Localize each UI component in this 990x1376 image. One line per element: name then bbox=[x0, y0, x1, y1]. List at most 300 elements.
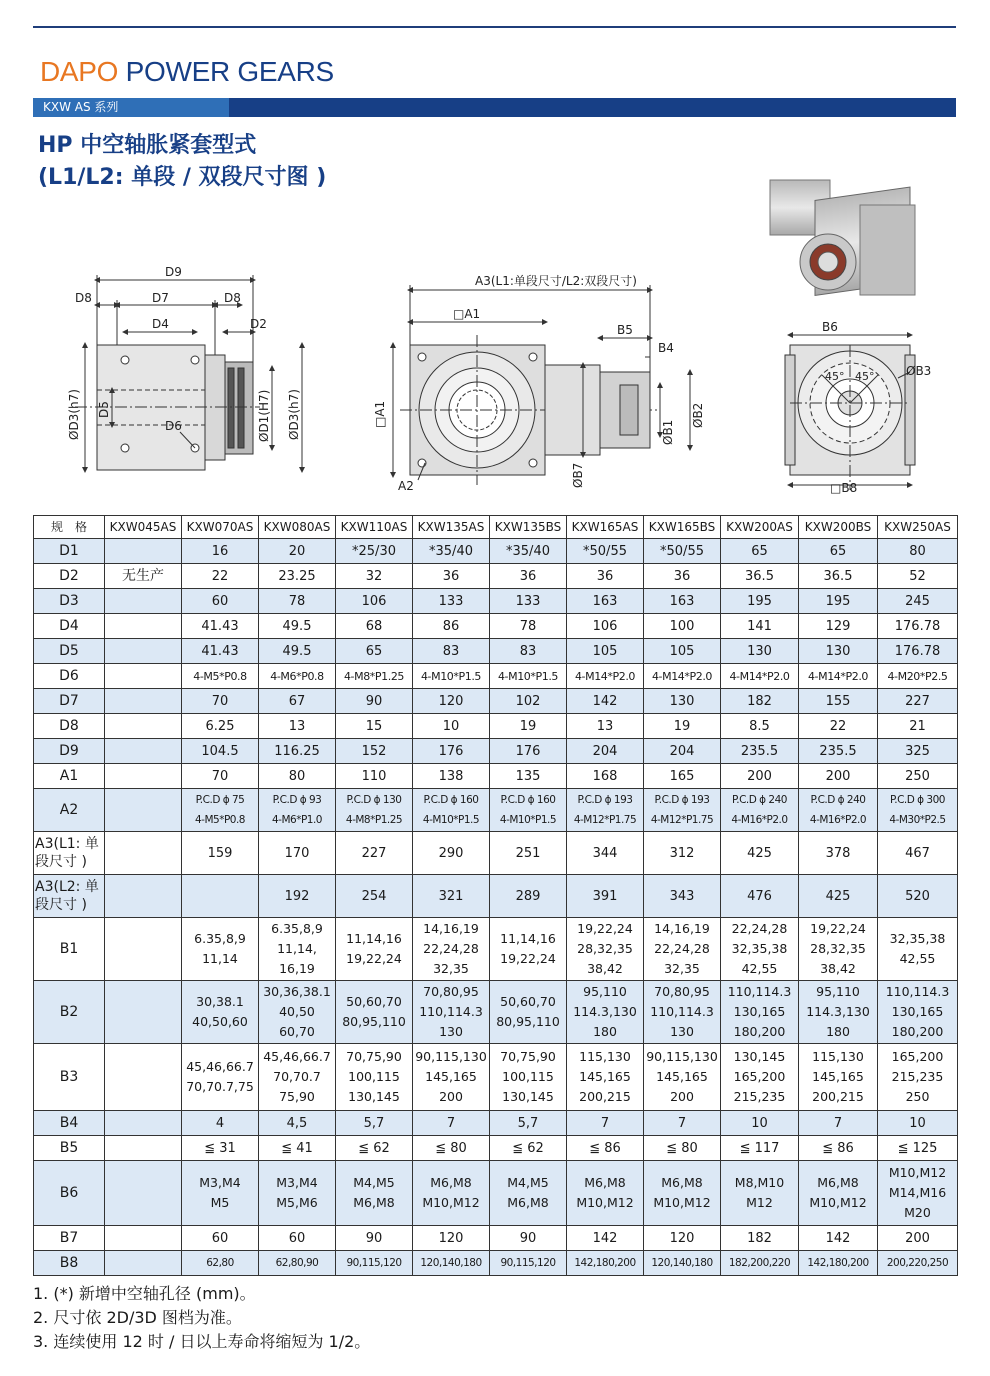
table-cell: 4-M5*P0.8 bbox=[182, 664, 259, 689]
cell-line: 11,14,16 bbox=[346, 931, 402, 946]
table-row bbox=[34, 714, 958, 739]
cell-line: 115,130 bbox=[812, 1049, 864, 1064]
label-d9: D9 bbox=[165, 265, 182, 279]
cell-line: M10,M12 bbox=[422, 1195, 480, 1210]
table-cell: 343 bbox=[644, 875, 721, 918]
table-cell: 159 bbox=[182, 832, 259, 875]
table-cell: 90,115,120 bbox=[336, 1251, 413, 1276]
row-label: D4 bbox=[34, 614, 105, 639]
table-cell: 8.5 bbox=[721, 714, 799, 739]
table-cell: 290 bbox=[413, 832, 490, 875]
cell-line: M10,M12 bbox=[576, 1195, 634, 1210]
table-cell bbox=[413, 789, 490, 832]
table-cell bbox=[259, 918, 336, 981]
dimension-drawings bbox=[0, 170, 990, 510]
table-cell bbox=[799, 981, 878, 1044]
table-cell: ≦ 31 bbox=[182, 1136, 259, 1161]
cell-line: 110,114.3 bbox=[650, 1004, 714, 1019]
table-cell: 204 bbox=[644, 739, 721, 764]
cell-line: 180 bbox=[826, 1024, 850, 1039]
label-d6: D6 bbox=[165, 419, 182, 433]
cell-line: 70,70.7 bbox=[273, 1069, 321, 1084]
cell-line: 130 bbox=[670, 1024, 694, 1039]
cell-line: 145,165 bbox=[579, 1069, 631, 1084]
table-cell: 6.25 bbox=[182, 714, 259, 739]
cell-line: P.C.D ϕ 160 bbox=[500, 794, 556, 806]
table-cell: 106 bbox=[567, 614, 644, 639]
cell-line: M12 bbox=[746, 1195, 773, 1210]
table-cell: 4-M14*P2.0 bbox=[644, 664, 721, 689]
cell-line: 14,16,19 bbox=[423, 921, 479, 936]
cell-line: 200,215 bbox=[579, 1089, 631, 1104]
cell-line: 130,145 bbox=[502, 1089, 554, 1104]
cell-line: 115,130 bbox=[579, 1049, 631, 1064]
label-a2: A2 bbox=[398, 479, 414, 493]
table-cell bbox=[799, 918, 878, 981]
table-cell: 251 bbox=[490, 832, 567, 875]
table-cell: 4-M6*P0.8 bbox=[259, 664, 336, 689]
cell-line: 215,235 bbox=[733, 1089, 786, 1104]
header-cell: KXW165AS bbox=[567, 516, 644, 539]
table-cell: *50/55 bbox=[567, 539, 644, 564]
table-cell: 106 bbox=[336, 589, 413, 614]
table-cell: 129 bbox=[799, 614, 878, 639]
cell-line: P.C.D ϕ 300 bbox=[890, 794, 945, 806]
page-title: HP 中空轴胀紧套型式 bbox=[38, 133, 257, 158]
table-cell: 32 bbox=[336, 564, 413, 589]
table-cell: 130 bbox=[644, 689, 721, 714]
row-label-line: A3(L1: 单 bbox=[35, 836, 99, 852]
table-cell: 235.5 bbox=[721, 739, 799, 764]
cell-line: 114.3,130 bbox=[806, 1004, 870, 1019]
cell-line: 75,90 bbox=[279, 1089, 315, 1104]
table-cell: 391 bbox=[567, 875, 644, 918]
label-b8: □B8 bbox=[830, 481, 858, 495]
table-cell: 7 bbox=[567, 1111, 644, 1136]
row-label: D2 bbox=[34, 564, 105, 589]
table-cell bbox=[490, 981, 567, 1044]
table-cell: 10 bbox=[878, 1111, 958, 1136]
table-cell: 36.5 bbox=[721, 564, 799, 589]
table-cell: 41.43 bbox=[182, 639, 259, 664]
cell-line: 165,200 bbox=[891, 1049, 944, 1064]
cell-line: 50,60,70 bbox=[346, 994, 402, 1009]
table-row bbox=[34, 918, 958, 981]
table-cell: 235.5 bbox=[799, 739, 878, 764]
header-cell: KXW135AS bbox=[413, 516, 490, 539]
cell-line: 4-M16*P2.0 bbox=[809, 814, 867, 826]
table-cell: 60 bbox=[182, 1226, 259, 1251]
cell-line: 4-M16*P2.0 bbox=[731, 814, 788, 826]
cell-line: 70,70.7,75 bbox=[186, 1079, 254, 1094]
cell-line: 30,36,38.1 bbox=[263, 984, 331, 999]
table-cell bbox=[336, 1161, 413, 1226]
cell-line: 80,95,110 bbox=[342, 1014, 406, 1029]
table-cell: 22 bbox=[799, 714, 878, 739]
table-cell: 21 bbox=[878, 714, 958, 739]
table-cell: 195 bbox=[799, 589, 878, 614]
table-cell: 312 bbox=[644, 832, 721, 875]
cell-line: M3,M4 bbox=[199, 1175, 241, 1190]
cell-line: M5 bbox=[210, 1195, 230, 1210]
table-row bbox=[34, 875, 958, 918]
label-b6: B6 bbox=[822, 320, 838, 334]
cell-line: P.C.D ϕ 193 bbox=[654, 794, 710, 806]
table-cell bbox=[182, 1161, 259, 1226]
cell-line: M10,M12 bbox=[888, 1165, 947, 1180]
brand-logo bbox=[40, 56, 334, 88]
cell-line: M6,M8 bbox=[430, 1175, 472, 1190]
row-label: B4 bbox=[34, 1111, 105, 1136]
cell-line: 6.35,8,9 bbox=[271, 921, 323, 936]
cell-line: 50,60,70 bbox=[500, 994, 556, 1009]
table-cell: 20 bbox=[259, 539, 336, 564]
cell-line: P.C.D ϕ 160 bbox=[423, 794, 479, 806]
cell-line: 100,115 bbox=[502, 1069, 554, 1084]
table-cell: 250 bbox=[878, 764, 958, 789]
table-cell: 321 bbox=[413, 875, 490, 918]
table-cell: 4-M8*P1.25 bbox=[336, 664, 413, 689]
table-cell: ≦ 62 bbox=[336, 1136, 413, 1161]
header-cell: 规 格 bbox=[34, 516, 105, 539]
cell-line: M4,M5 bbox=[507, 1175, 549, 1190]
table-cell bbox=[644, 1044, 721, 1111]
kxw045-cell bbox=[105, 639, 182, 664]
kxw045-cell bbox=[105, 1044, 182, 1111]
table-cell: 60 bbox=[182, 589, 259, 614]
table-cell: 65 bbox=[799, 539, 878, 564]
kxw045-cell bbox=[105, 589, 182, 614]
cell-line: 38,42 bbox=[587, 961, 623, 976]
table-cell bbox=[490, 1161, 567, 1226]
table-cell: 141 bbox=[721, 614, 799, 639]
table-cell: 70 bbox=[182, 764, 259, 789]
kxw045-cell bbox=[105, 1136, 182, 1161]
label-d5: D5 bbox=[97, 401, 111, 418]
footnote-item: 1. (*) 新增中空轴孔径 (mm)。 bbox=[33, 1284, 256, 1303]
table-cell: ≦ 80 bbox=[644, 1136, 721, 1161]
table-cell: *25/30 bbox=[336, 539, 413, 564]
row-label-line: A3(L2: 单 bbox=[35, 879, 99, 895]
row-label bbox=[34, 875, 105, 918]
row-label-line: 段尺寸 ) bbox=[35, 897, 87, 913]
table-row bbox=[34, 832, 958, 875]
table-cell: 120 bbox=[644, 1226, 721, 1251]
page-subtitle: (L1/L2: 单段 / 双段尺寸图 ) bbox=[38, 165, 327, 190]
table-cell bbox=[721, 918, 799, 981]
table-cell: 142 bbox=[799, 1226, 878, 1251]
cell-line: P.C.D ϕ 75 bbox=[195, 794, 245, 806]
table-cell bbox=[567, 981, 644, 1044]
kxw045-cell bbox=[105, 875, 182, 918]
table-cell: ≦ 86 bbox=[799, 1136, 878, 1161]
label-a3: A3(L1:单段尺寸/L2:双段尺寸) bbox=[475, 274, 637, 288]
cell-line: M3,M4 bbox=[276, 1175, 318, 1190]
table-cell bbox=[413, 981, 490, 1044]
table-cell: 4-M10*P1.5 bbox=[413, 664, 490, 689]
table-row bbox=[34, 589, 958, 614]
table-cell: 105 bbox=[567, 639, 644, 664]
kxw045-cell bbox=[105, 1251, 182, 1276]
table-cell: 70 bbox=[182, 689, 259, 714]
cell-line: M6,M8 bbox=[584, 1175, 626, 1190]
label-b2: ØB2 bbox=[691, 402, 705, 428]
table-cell bbox=[259, 981, 336, 1044]
footnote-item: 3. 连续使用 12 时 / 日以上寿命将缩短为 1/2。 bbox=[33, 1332, 371, 1351]
cell-line: 70,75,90 bbox=[500, 1049, 556, 1064]
table-cell: ≦ 41 bbox=[259, 1136, 336, 1161]
cell-line: 145,165 bbox=[656, 1069, 708, 1084]
table-cell: 65 bbox=[721, 539, 799, 564]
cell-line: 14,16,19 bbox=[654, 921, 710, 936]
table-cell: 289 bbox=[490, 875, 567, 918]
cell-line: 11,14 bbox=[202, 951, 238, 966]
cell-line: 250 bbox=[905, 1089, 930, 1104]
table-cell: 83 bbox=[490, 639, 567, 664]
table-cell: 52 bbox=[878, 564, 958, 589]
cell-line: 180,200 bbox=[733, 1024, 786, 1039]
table-cell: 13 bbox=[259, 714, 336, 739]
table-row bbox=[34, 1161, 958, 1226]
table-row bbox=[34, 1111, 958, 1136]
table-cell: 130 bbox=[799, 639, 878, 664]
table-cell: 120 bbox=[413, 689, 490, 714]
table-cell: 176 bbox=[413, 739, 490, 764]
table-row bbox=[34, 664, 958, 689]
table-cell: 62,80,90 bbox=[259, 1251, 336, 1276]
table-cell: 7 bbox=[644, 1111, 721, 1136]
cell-line: 16,19 bbox=[279, 961, 315, 976]
kxw045-cell bbox=[105, 739, 182, 764]
cell-line: M8,M10 bbox=[734, 1175, 785, 1190]
cell-line: 180 bbox=[593, 1024, 617, 1039]
cell-line: 40,50,60 bbox=[192, 1014, 248, 1029]
table-cell: 152 bbox=[336, 739, 413, 764]
table-cell: 19 bbox=[644, 714, 721, 739]
cell-line: 42,55 bbox=[899, 951, 936, 966]
row-label: D5 bbox=[34, 639, 105, 664]
row-label-line: 段尺寸 ) bbox=[35, 854, 87, 870]
table-cell: 104.5 bbox=[182, 739, 259, 764]
table-cell: 78 bbox=[490, 614, 567, 639]
cell-line: 11,14, bbox=[277, 941, 317, 956]
table-cell: 142,180,200 bbox=[567, 1251, 644, 1276]
cell-line: 110,114.3 bbox=[727, 984, 792, 999]
table-cell: 4-M14*P2.0 bbox=[567, 664, 644, 689]
table-cell bbox=[490, 789, 567, 832]
table-cell: 163 bbox=[567, 589, 644, 614]
label-b1: ØB1 bbox=[661, 419, 675, 445]
cell-line: 6.35,8,9 bbox=[194, 931, 246, 946]
table-cell: 425 bbox=[721, 832, 799, 875]
table-cell bbox=[799, 1161, 878, 1226]
table-cell: 182 bbox=[721, 1226, 799, 1251]
table-cell: 36.5 bbox=[799, 564, 878, 589]
label-angle-left: 45° bbox=[825, 370, 845, 383]
table-cell: 62,80 bbox=[182, 1251, 259, 1276]
footnotes bbox=[33, 1282, 370, 1354]
table-cell: 182,200,220 bbox=[721, 1251, 799, 1276]
kxw045-cell bbox=[105, 614, 182, 639]
table-cell bbox=[878, 981, 958, 1044]
kxw045-cell bbox=[105, 1161, 182, 1226]
cell-line: 145,165 bbox=[812, 1069, 864, 1084]
table-row bbox=[34, 764, 958, 789]
table-cell: 7 bbox=[799, 1111, 878, 1136]
row-label: B2 bbox=[34, 981, 105, 1044]
label-b7: ØB7 bbox=[571, 462, 585, 488]
cell-line: M6,M8 bbox=[353, 1195, 395, 1210]
table-cell bbox=[413, 1044, 490, 1111]
header-cell: KXW070AS bbox=[182, 516, 259, 539]
table-cell: 36 bbox=[490, 564, 567, 589]
label-d8-right: D8 bbox=[224, 291, 241, 305]
row-label: B7 bbox=[34, 1226, 105, 1251]
table-row bbox=[34, 564, 958, 589]
table-cell bbox=[878, 1161, 958, 1226]
table-cell: 19 bbox=[490, 714, 567, 739]
cell-line: 22,24,28 bbox=[654, 941, 710, 956]
table-cell: 200,220,250 bbox=[878, 1251, 958, 1276]
table-row bbox=[34, 789, 958, 832]
cell-line: 32,35,38 bbox=[731, 941, 788, 956]
header-cell: KXW250AS bbox=[878, 516, 958, 539]
kxw045-cell bbox=[105, 1226, 182, 1251]
label-b4: B4 bbox=[658, 341, 674, 355]
table-row bbox=[34, 1136, 958, 1161]
cell-line: 32,35 bbox=[664, 961, 700, 976]
cell-line: 100,115 bbox=[348, 1069, 400, 1084]
table-cell: 4-M14*P2.0 bbox=[721, 664, 799, 689]
cell-line: 130,165 bbox=[733, 1004, 786, 1019]
table-cell: 90 bbox=[490, 1226, 567, 1251]
row-label: B5 bbox=[34, 1136, 105, 1161]
table-cell bbox=[259, 1044, 336, 1111]
table-cell: 120,140,180 bbox=[644, 1251, 721, 1276]
table-cell bbox=[490, 1044, 567, 1111]
table-cell: 254 bbox=[336, 875, 413, 918]
cell-line: 19,22,24 bbox=[810, 921, 866, 936]
cell-line: 38,42 bbox=[820, 961, 856, 976]
cell-line: M6,M8 bbox=[661, 1175, 703, 1190]
table-cell bbox=[336, 1044, 413, 1111]
table-cell: 227 bbox=[878, 689, 958, 714]
label-d3-left: ØD3(h7) bbox=[67, 389, 81, 440]
table-cell bbox=[182, 789, 259, 832]
table-cell bbox=[567, 789, 644, 832]
cell-line: 11,14,16 bbox=[500, 931, 556, 946]
kxw045-cell bbox=[105, 664, 182, 689]
table-cell: 176.78 bbox=[878, 639, 958, 664]
cell-line: 45,46,66.7 bbox=[263, 1049, 331, 1064]
row-label: D8 bbox=[34, 714, 105, 739]
cell-line: 4-M10*P1.5 bbox=[499, 814, 557, 826]
table-cell: 7 bbox=[413, 1111, 490, 1136]
kxw045-cell bbox=[105, 1111, 182, 1136]
cell-line: 19,22,24 bbox=[500, 951, 556, 966]
row-label: D3 bbox=[34, 589, 105, 614]
table-cell bbox=[336, 789, 413, 832]
label-d4: D4 bbox=[152, 317, 169, 331]
table-cell: 49.5 bbox=[259, 614, 336, 639]
row-label: A1 bbox=[34, 764, 105, 789]
table-cell: 110 bbox=[336, 764, 413, 789]
cell-line: 95,110 bbox=[816, 984, 860, 999]
cell-line: 70,75,90 bbox=[346, 1049, 402, 1064]
cell-line: 70,80,95 bbox=[423, 984, 479, 999]
table-cell: 344 bbox=[567, 832, 644, 875]
table-cell: 4-M20*P2.5 bbox=[878, 664, 958, 689]
table-cell bbox=[721, 1161, 799, 1226]
cell-line: 45,46,66.7 bbox=[186, 1059, 254, 1074]
table-cell bbox=[799, 1044, 878, 1111]
table-cell bbox=[799, 789, 878, 832]
table-cell: ≦ 62 bbox=[490, 1136, 567, 1161]
table-cell: 100 bbox=[644, 614, 721, 639]
header-cell: KXW165BS bbox=[644, 516, 721, 539]
cell-line: 95,110 bbox=[583, 984, 627, 999]
table-cell: 378 bbox=[799, 832, 878, 875]
table-cell: 5,7 bbox=[336, 1111, 413, 1136]
cell-line: 130 bbox=[439, 1024, 463, 1039]
table-cell bbox=[721, 981, 799, 1044]
series-label: KXW AS 系列 bbox=[33, 98, 229, 117]
header-cell: KXW080AS bbox=[259, 516, 336, 539]
table-cell: 60 bbox=[259, 1226, 336, 1251]
cell-line: P.C.D ϕ 130 bbox=[346, 794, 402, 806]
cell-line: 40,50 bbox=[279, 1004, 315, 1019]
cell-line: 70,80,95 bbox=[654, 984, 710, 999]
table-cell: 36 bbox=[413, 564, 490, 589]
table-cell bbox=[721, 789, 799, 832]
table-cell: 49.5 bbox=[259, 639, 336, 664]
cell-line: M6,M8 bbox=[817, 1175, 859, 1190]
table-header-row bbox=[34, 516, 958, 539]
table-cell bbox=[182, 918, 259, 981]
row-label: D7 bbox=[34, 689, 105, 714]
table-cell: 165 bbox=[644, 764, 721, 789]
table-cell: 36 bbox=[644, 564, 721, 589]
table-cell: 16 bbox=[182, 539, 259, 564]
cell-line: 215,235 bbox=[891, 1069, 944, 1084]
table-cell: 142 bbox=[567, 689, 644, 714]
cell-line: M4,M5 bbox=[353, 1175, 395, 1190]
table-cell: 182 bbox=[721, 689, 799, 714]
label-d7: D7 bbox=[152, 291, 169, 305]
cell-line: M5,M6 bbox=[276, 1195, 318, 1210]
table-cell: 168 bbox=[567, 764, 644, 789]
cell-line: 130,145 bbox=[348, 1089, 400, 1104]
table-cell: 204 bbox=[567, 739, 644, 764]
table-cell bbox=[490, 918, 567, 981]
label-d8-left: D8 bbox=[75, 291, 92, 305]
table-cell: 65 bbox=[336, 639, 413, 664]
table-cell: 83 bbox=[413, 639, 490, 664]
top-rule bbox=[33, 26, 956, 28]
table-cell: 227 bbox=[336, 832, 413, 875]
table-row bbox=[34, 739, 958, 764]
table-cell: 176.78 bbox=[878, 614, 958, 639]
row-label: B1 bbox=[34, 918, 105, 981]
cell-line: P.C.D ϕ 193 bbox=[577, 794, 633, 806]
row-label: B8 bbox=[34, 1251, 105, 1276]
table-cell: 133 bbox=[490, 589, 567, 614]
label-angle-right: 45° bbox=[855, 370, 875, 383]
table-cell: 23.25 bbox=[259, 564, 336, 589]
table-cell: 4-M10*P1.5 bbox=[490, 664, 567, 689]
row-label: D9 bbox=[34, 739, 105, 764]
cell-line: 110,114.3 bbox=[885, 984, 950, 999]
